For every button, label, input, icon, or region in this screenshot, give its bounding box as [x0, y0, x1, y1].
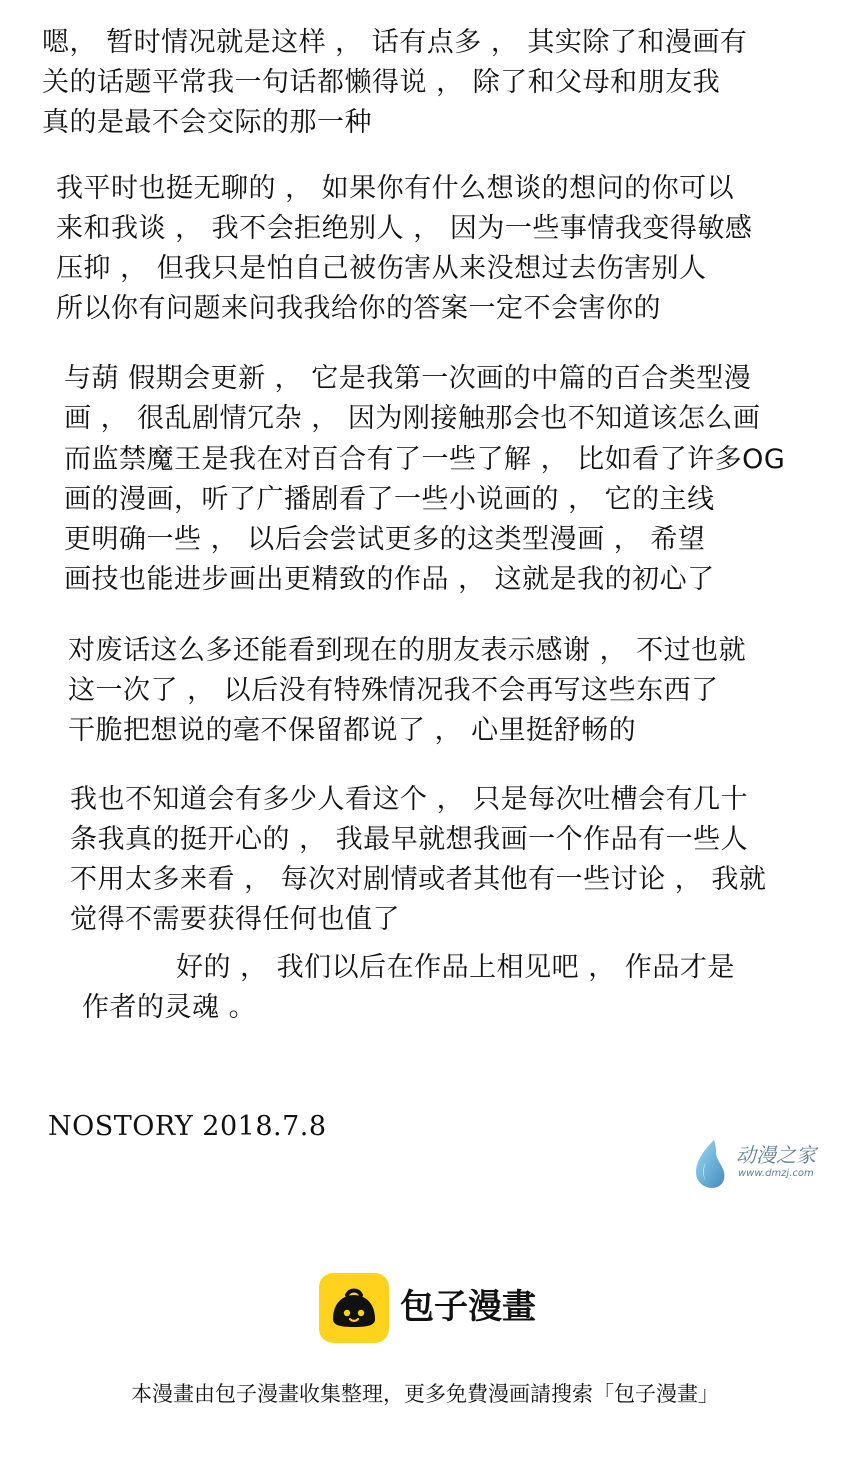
text-line: 不用太多来看 ， 每次对剧情或者其他有一些讨论 ， 我就: [70, 864, 767, 895]
text-line: 觉得不需要获得任何也值了: [70, 904, 400, 935]
brand-name: 包子漫畫: [400, 1287, 536, 1327]
text-line: 好的 ， 我们以后在作品上相见吧 ， 作品才是: [176, 952, 735, 983]
text-line: 对废话这么多还能看到现在的朋友表示感谢 ， 不过也就: [68, 635, 747, 666]
water-drop-icon: [692, 1138, 728, 1190]
text-line: 作者的灵魂 。: [82, 992, 257, 1023]
text-line: 条我真的挺开心的 ， 我最早就想我画一个作品有一些人: [70, 824, 749, 855]
text-line: 压抑 ， 但我只是怕自己被伤害从来没想过去伤害别人: [56, 253, 707, 284]
watermark-title: 动漫之家: [736, 1143, 816, 1167]
signature: NOSTORY 2018.7.8: [48, 1111, 327, 1142]
text-line: 真的是最不会交际的那一种: [42, 107, 372, 138]
text-line: 而监禁魔王是我在对百合有了一些了解 ， 比如看了许多OG: [64, 444, 786, 475]
text-line: 更明确一些 ， 以后会尝试更多的这类型漫画 ， 希望: [64, 524, 706, 555]
text-line: 画 ， 很乱剧情冗杂 ， 因为刚接触那会也不知道该怎么画: [64, 403, 761, 434]
text-line: 嗯， 暂时情况就是这样 ， 话有点多 ， 其实除了和漫画有: [42, 27, 748, 58]
text-line: 这一次了 ， 以后没有特殊情况我不会再写这些东西了: [68, 675, 719, 706]
text-line: 所以你有问题来问我我给你的答案一定不会害你的: [56, 293, 661, 324]
text-line: 画技也能进步画出更精致的作品 ， 这就是我的初心了: [64, 564, 715, 595]
text-line: 关的话题平常我一句话都懒得说 ， 除了和父母和朋友我: [42, 67, 721, 98]
text-line: 干脆把想说的毫不保留都说了 ， 心里挺舒畅的: [68, 715, 637, 746]
text-line: 我平时也挺无聊的 ， 如果你有什么想谈的想问的你可以: [56, 173, 735, 204]
bun-face-icon: [319, 1273, 389, 1343]
text-line: 画的漫画，听了广播剧看了一些小说画的 ， 它的主线: [64, 484, 715, 515]
text-line: 与葫 假期会更新 ， 它是我第一次画的中篇的百合类型漫: [64, 363, 752, 394]
watermark-url: www.dmzj.com: [738, 1168, 814, 1179]
footer-notice: 本漫畫由包子漫畫收集整理，更多免費漫画請搜索「包子漫畫」: [131, 1382, 719, 1406]
text-line: 来和我谈 ， 我不会拒绝别人 ， 因为一些事情我变得敏感: [56, 213, 753, 244]
dmzj-watermark: [692, 1138, 842, 1190]
text-line: 我也不知道会有多少人看这个 ， 只是每次吐槽会有几十: [70, 784, 749, 815]
